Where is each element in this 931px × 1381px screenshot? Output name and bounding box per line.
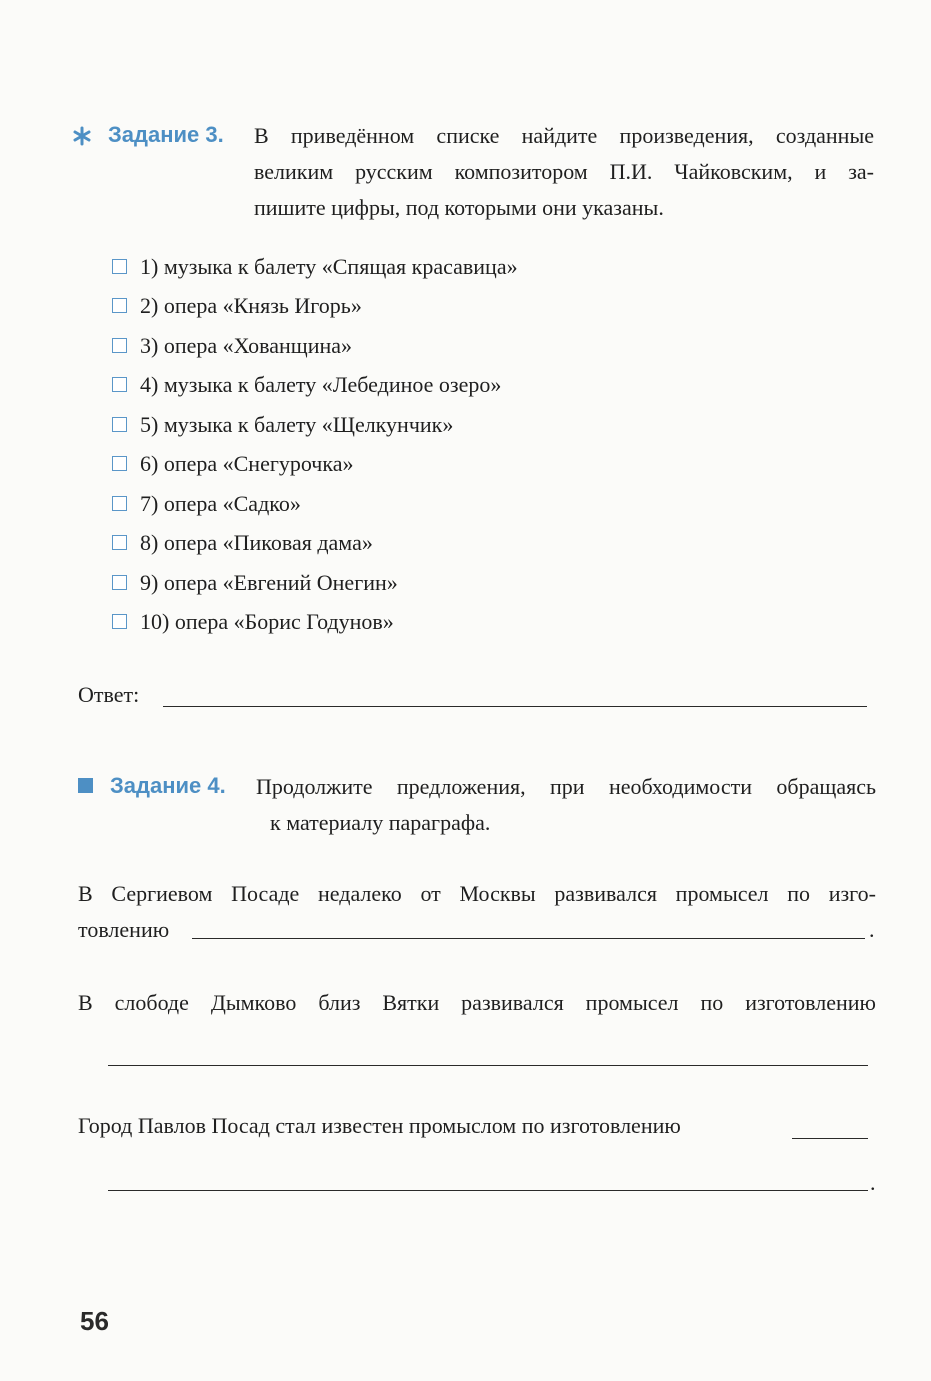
task4-icon — [78, 778, 93, 793]
task4-instruction-line-2: к материалу параграфа. — [270, 810, 491, 835]
sentence-3-period: . — [870, 1170, 876, 1195]
sentence-3-answer-line-2[interactable] — [108, 1190, 868, 1191]
checkbox-5[interactable] — [112, 417, 127, 432]
answer-label: Ответ: — [78, 682, 140, 707]
list-item-5: 5) музыка к балету «Щелкунчик» — [140, 412, 454, 437]
sentence-2-text: В слободе Дымково близ Вятки развивался промысел по изготовлению — [78, 990, 876, 1015]
sentence-3-answer-line-1[interactable] — [792, 1138, 868, 1139]
list-item-10: 10) опера «Борис Годунов» — [140, 609, 394, 634]
checkbox-7[interactable] — [112, 496, 127, 511]
task3-instruction-line-3: пишите цифры, под которыми они указаны. — [254, 195, 664, 220]
checkbox-9[interactable] — [112, 575, 127, 590]
answer-line[interactable] — [163, 706, 867, 707]
task4-instruction-line-1: Продолжите предложения, при необходимости обращаясь — [256, 774, 876, 799]
list-item-3: 3) опера «Хованщина» — [140, 333, 353, 358]
list-item-9: 9) опера «Евгений Онегин» — [140, 570, 398, 595]
checkbox-6[interactable] — [112, 456, 127, 471]
task4-label: Задание 4. — [110, 773, 226, 798]
list-item-6: 6) опера «Снегурочка» — [140, 451, 354, 476]
checkbox-2[interactable] — [112, 298, 127, 313]
page-number: 56 — [80, 1306, 109, 1336]
task3-icon — [70, 124, 94, 148]
checkbox-1[interactable] — [112, 259, 127, 274]
checkbox-8[interactable] — [112, 535, 127, 550]
checkbox-10[interactable] — [112, 614, 127, 629]
sentence-1-line-2: товлению — [78, 917, 170, 942]
sentence-3-text: Город Павлов Посад стал известен промыслом по изготовлению — [78, 1113, 681, 1138]
task3-label: Задание 3. — [108, 122, 224, 147]
checkbox-4[interactable] — [112, 377, 127, 392]
list-item-1: 1) музыка к балету «Спящая красавица» — [140, 254, 518, 279]
checkbox-3[interactable] — [112, 338, 127, 353]
task3-instruction-line-2: великим русским композитором П.И. Чайковским, и за- — [254, 159, 874, 184]
task3-instruction-line-1: В приведённом списке найдите произведения, созданные — [254, 123, 874, 148]
sentence-1-line-1: В Сергиевом Посаде недалеко от Москвы развивался промысел по изго- — [78, 881, 876, 906]
sentence-2-answer-line[interactable] — [108, 1065, 868, 1066]
list-item-7: 7) опера «Садко» — [140, 491, 301, 516]
list-item-8: 8) опера «Пиковая дама» — [140, 530, 373, 555]
sentence-1-answer-line[interactable] — [192, 938, 865, 939]
list-item-4: 4) музыка к балету «Лебединое озеро» — [140, 372, 502, 397]
list-item-2: 2) опера «Князь Игорь» — [140, 293, 362, 318]
sentence-1-period: . — [869, 917, 875, 942]
